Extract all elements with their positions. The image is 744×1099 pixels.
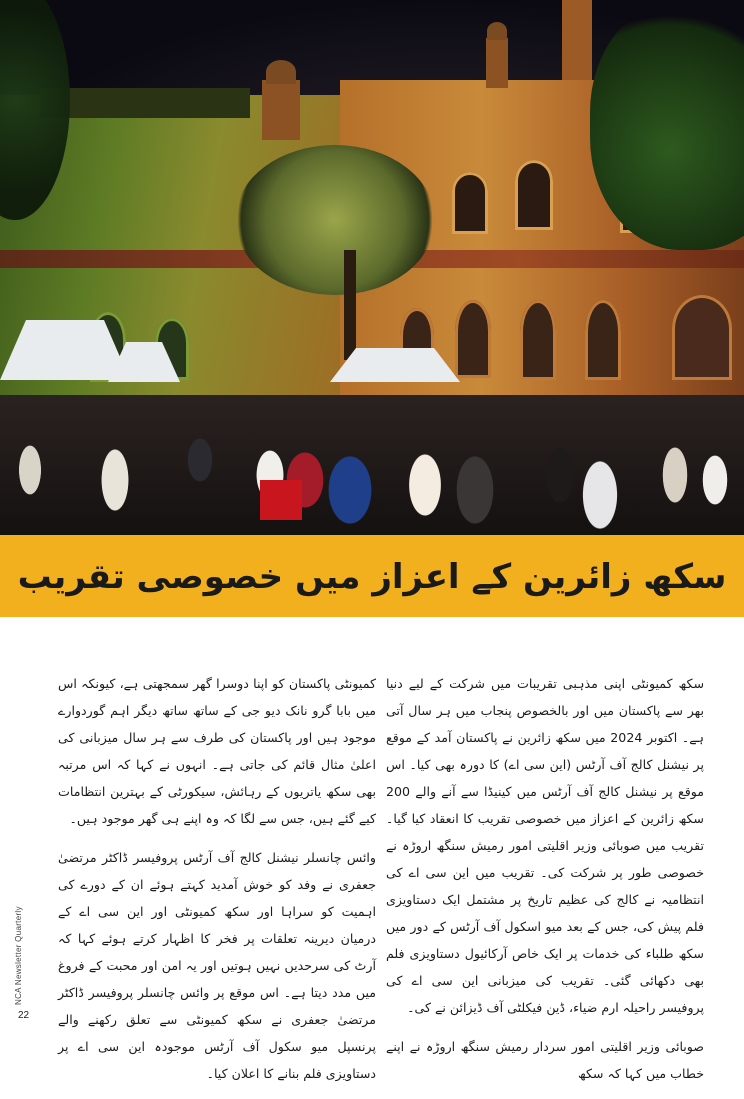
arch bbox=[455, 300, 491, 378]
title-band bbox=[0, 535, 744, 617]
page-title: سکھ زائرین کے اعزاز میں خصوصی تقریب bbox=[17, 556, 727, 597]
page-number: 22 bbox=[18, 1010, 30, 1021]
paragraph: سکھ کمیونٹی اپنی مذہبی تقریبات میں شرکت کے لیے دنیا بھر سے پاکستان میں اور بالخصوص پنجاب میں ہر سال آتی ہے۔ اکتوبر 2024 میں سکھ زائرین نے پاکستان آمد کے موقع پر نیشنل کالج آف آرٹس (این سی اے) کا دورہ بھی کیا۔ اس موقع پر نیشنل کالج آف آرٹس میں کینیڈا سے آنے والے 200 سکھ زائرین کے اعزاز میں خصوصی تقریب کا انعقاد کیا گیا۔ تقریب میں صوبائی وزیر اقلیتی امور رمیش سنگھ اروڑہ نے خصوصی طور پر شرکت کی۔ تقریب میں این سی اے کی انتظامیہ نے کالج کی عظیم تاریخ پر مشتمل ایک دستاویزی فلم پیش کی، جس کے بعد میو اسکول آف آرٹس کے دور میں سکھ طلباء کی خدمات پر ایک خاص آرکائیول دستاویزی فلم بھی دکھائی گئی۔ تقریب کی میزبانی این سی اے کی پروفیسر راحیلہ ارم ضیاء، ڈین فیکلٹی آف ڈیزائن نے کی۔ bbox=[386, 676, 705, 1015]
paragraph: کمیونٹی پاکستان کو اپنا دوسرا گھر سمجھتی ہے، کیونکہ اس میں بابا گرو نانک دیو جی کے ساتھ ساتھ دیگر اہم گوردوارے موجود ہیں اور پاکستان کی طرف سے ہر سال میزبانی کی اعلیٰ مثال قائم کی جاتی ہے۔ انہوں نے کہا کہ اس مرتبہ بھی سکھ یاتریوں کے رہائش، سیکورٹی کے بہترین انتظامات کیے گئے ہیں، جس سے لگا کہ وہ اپنے ہی گھر موجود ہیں۔ bbox=[58, 676, 376, 826]
building-roof bbox=[40, 88, 250, 118]
crowd-of-guests bbox=[0, 380, 744, 535]
article-column-left bbox=[58, 670, 376, 1099]
tree bbox=[235, 145, 435, 295]
minaret-dome bbox=[487, 22, 507, 40]
red-crate bbox=[260, 480, 302, 520]
arched-window bbox=[452, 172, 488, 234]
tree bbox=[590, 0, 744, 250]
publication-name: NCA Newsletter Quarterly bbox=[14, 906, 23, 1005]
paragraph: وائس چانسلر نیشنل کالج آف آرٹس پروفیسر ڈاکٹر مرتضیٰ جعفری نے وفد کو خوش آمدید کہتے ہوئے ان کے دورے کی اہمیت کو سراہا اور سکھ کمیونٹی اور این سی اے کے درمیان دیرینہ تعلقات پر فخر کا اظہار کرتے ہوئے کہا کہ آرٹ کی سرحدیں نہیں ہوتیں اور یہ امن اور محبت کے فروغ میں مدد دیتا ہے۔ اس موقع پر وائس چانسلر پروفیسر ڈاکٹر مرتضیٰ جعفری نے سکھ کمیونٹی سے تعلق رکھنے والے پرنسپل میو سکول آف آرٹس موجودہ این سی اے پر دستاویزی فلم بنانے کا اعلان کیا۔ bbox=[58, 850, 376, 1081]
arch bbox=[585, 300, 621, 380]
minaret bbox=[262, 80, 300, 140]
arch bbox=[520, 300, 556, 380]
tree-trunk bbox=[344, 250, 356, 360]
article-column-right bbox=[386, 670, 704, 1099]
arch bbox=[672, 295, 732, 380]
paragraph: صوبائی وزیر اقلیتی امور سردار رمیش سنگھ اروڑہ نے اپنے خطاب میں کہا کہ سکھ bbox=[386, 1039, 704, 1081]
minaret-dome bbox=[266, 60, 296, 84]
minaret bbox=[486, 38, 508, 88]
event-photo bbox=[0, 0, 744, 535]
arched-window bbox=[515, 160, 553, 230]
minaret bbox=[562, 0, 592, 80]
